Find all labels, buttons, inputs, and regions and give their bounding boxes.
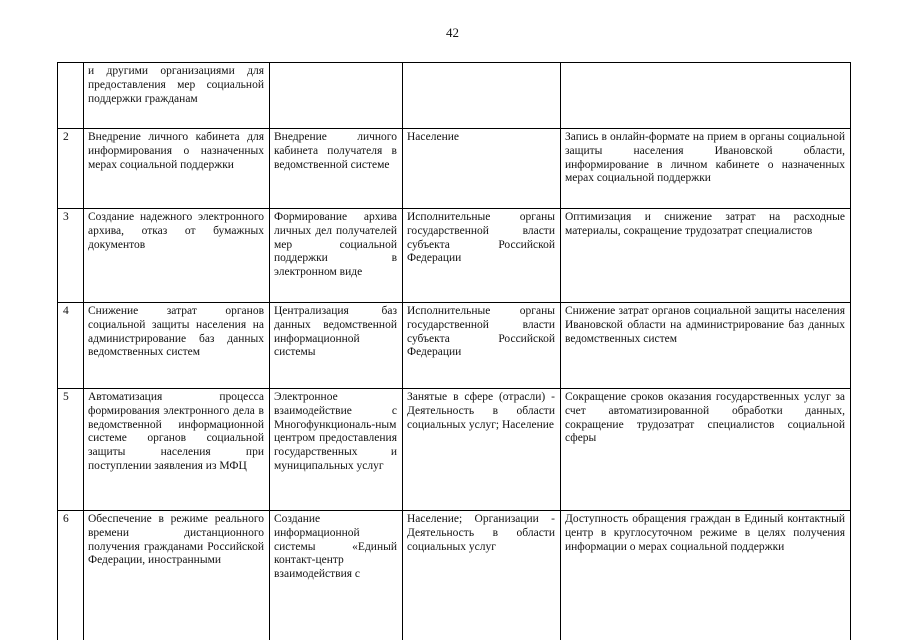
cell-task: Автоматизация процесса формирования электронного дела в ведомственной информационной системе органов социальной защиты населения при поступлении заявления из МФЦ xyxy=(84,389,270,511)
cell-task: Создание надежного электронного архива, отказ от бумажных документов xyxy=(84,209,270,303)
row-number: 2 xyxy=(58,129,84,209)
cell-task: и другими организациями для предоставления мер социальной поддержки гражданам xyxy=(84,63,270,129)
row-number: 4 xyxy=(58,303,84,389)
cell-consumers: Население xyxy=(403,129,561,209)
cell-task: Внедрение личного кабинета для информирования о назначенных мерах социальной поддержки xyxy=(84,129,270,209)
table-row xyxy=(58,511,851,640)
table-row xyxy=(58,303,851,389)
row-number: 6 xyxy=(58,511,84,640)
cell-task: Снижение затрат органов социальной защиты населения на администрирование баз данных ведомственных систем xyxy=(84,303,270,389)
cell-solution: Централизация баз данных ведомственной информационной системы xyxy=(270,303,403,389)
table-row xyxy=(58,129,851,209)
cell-effect: Снижение затрат органов социальной защиты населения Ивановской области на администрирование баз данных ведомственных систем xyxy=(561,303,851,389)
cell-effect: Оптимизация и снижение затрат на расходные материалы, сокращение трудозатрат специалистов xyxy=(561,209,851,303)
cell-solution: Формирование архива личных дел получателей мер социальной поддержки в электронном виде xyxy=(270,209,403,303)
cell-solution: Создание информационной системы «Единый контакт-центр взаимодействия с xyxy=(270,511,403,640)
cell-task: Обеспечение в режиме реального времени дистанционного получения гражданами Российской Федерации, иностранными xyxy=(84,511,270,640)
table-row xyxy=(58,389,851,511)
cell-consumers: Население; Организации - Деятельность в области социальных услуг xyxy=(403,511,561,640)
cell-effect: Сокращение сроков оказания государственных услуг за счет автоматизированной обработки данных, сокращение трудозатрат специалистов социальной сферы xyxy=(561,389,851,511)
document-table xyxy=(57,62,851,640)
row-number: 3 xyxy=(58,209,84,303)
cell-consumers: Исполнительные органы государственной власти субъекта Российской Федерации xyxy=(403,209,561,303)
page-number: 42 xyxy=(446,25,459,40)
table-row xyxy=(58,209,851,303)
cell-consumers xyxy=(403,63,561,129)
cell-effect xyxy=(561,63,851,129)
row-number: 5 xyxy=(58,389,84,511)
cell-solution: Внедрение личного кабинета получателя в ведомственной системе xyxy=(270,129,403,209)
cell-consumers: Исполнительные органы государственной власти субъекта Российской Федерации xyxy=(403,303,561,389)
cell-consumers: Занятые в сфере (отрасли) - Деятельность в области социальных услуг; Население xyxy=(403,389,561,511)
table-row xyxy=(58,63,851,129)
cell-solution: Электронное взаимодействие с Многофункциональ-ным центром предоставления государственных и муниципальных услуг xyxy=(270,389,403,511)
cell-effect: Запись в онлайн-формате на прием в органы социальной защиты населения Ивановской области, информирование в личном кабинете о назначенных мерах социальной поддержки xyxy=(561,129,851,209)
row-number xyxy=(58,63,84,129)
cell-effect: Доступность обращения граждан в Единый контактный центр в круглосуточном режиме в целях получения информации о мерах социальной поддержки xyxy=(561,511,851,640)
cell-solution xyxy=(270,63,403,129)
